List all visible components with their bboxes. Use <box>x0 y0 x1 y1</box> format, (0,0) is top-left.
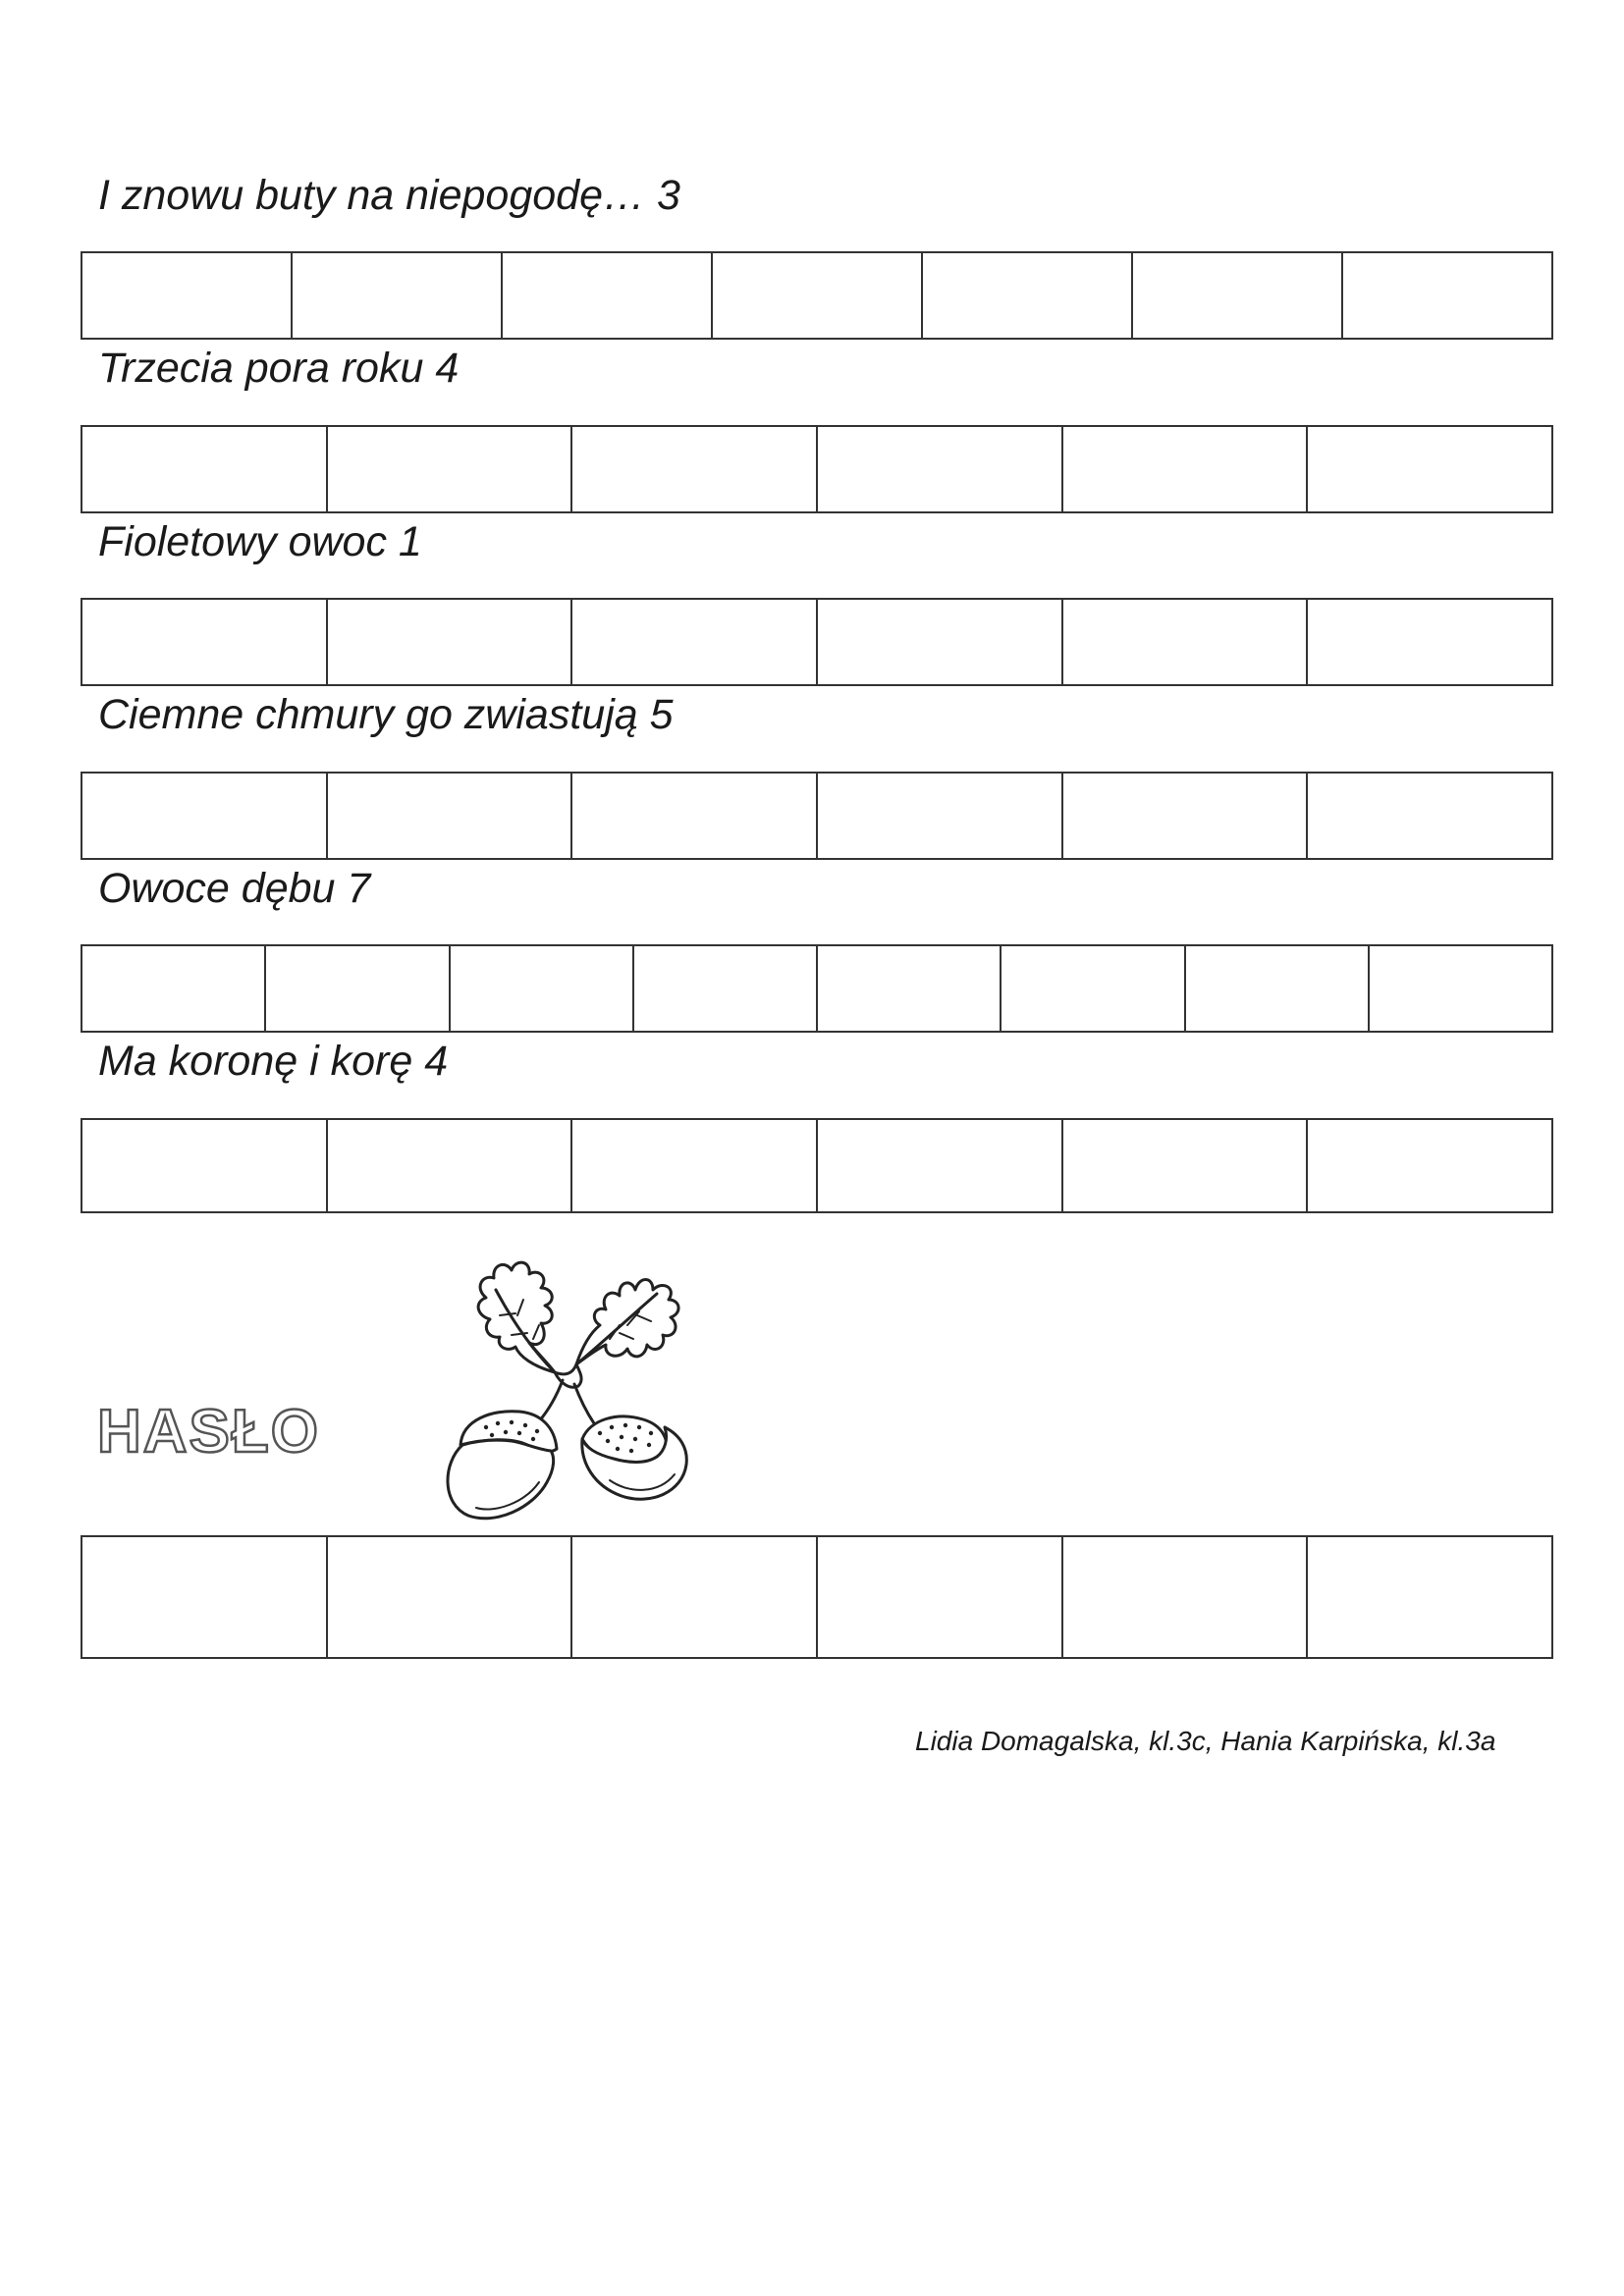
password-cell[interactable] <box>816 1537 1061 1657</box>
answer-cell[interactable] <box>1000 946 1183 1031</box>
clue-5-label: Owoce dębu 7 <box>98 865 371 912</box>
password-cell[interactable] <box>1306 1537 1551 1657</box>
answer-row-5 <box>81 944 1553 1033</box>
answer-cell[interactable] <box>816 946 1000 1031</box>
answer-cell[interactable] <box>501 253 711 338</box>
answer-cell[interactable] <box>1061 1120 1307 1211</box>
answer-cell[interactable] <box>1368 946 1551 1031</box>
answer-cell[interactable] <box>1306 427 1551 511</box>
answer-cell[interactable] <box>816 774 1061 858</box>
answer-cell[interactable] <box>632 946 816 1031</box>
answer-cell[interactable] <box>82 946 264 1031</box>
answer-cell[interactable] <box>326 1120 571 1211</box>
answer-cell[interactable] <box>816 600 1061 684</box>
answer-cell[interactable] <box>1184 946 1368 1031</box>
clue-2-label: Trzecia pora roku 4 <box>98 345 460 392</box>
answer-cell[interactable] <box>326 600 571 684</box>
answer-cell[interactable] <box>570 1120 816 1211</box>
answer-cell[interactable] <box>1306 1120 1551 1211</box>
answer-row-3 <box>81 598 1553 686</box>
answer-cell[interactable] <box>82 253 291 338</box>
answer-cell[interactable] <box>1061 774 1307 858</box>
answer-cell[interactable] <box>264 946 448 1031</box>
answer-cell[interactable] <box>816 427 1061 511</box>
password-label: HASŁO <box>97 1398 320 1466</box>
answer-cell[interactable] <box>570 600 816 684</box>
answer-cell[interactable] <box>82 774 326 858</box>
password-cell[interactable] <box>570 1537 816 1657</box>
answer-cell[interactable] <box>1131 253 1341 338</box>
author-credit: Lidia Domagalska, kl.3c, Hania Karpińska, kl.3a <box>915 1726 1496 1756</box>
answer-cell[interactable] <box>921 253 1131 338</box>
answer-cell[interactable] <box>82 427 326 511</box>
acorn-icon <box>417 1217 741 1531</box>
answer-cell[interactable] <box>82 600 326 684</box>
answer-cell[interactable] <box>570 774 816 858</box>
answer-row-6 <box>81 1118 1553 1213</box>
answer-cell[interactable] <box>1306 600 1551 684</box>
answer-cell[interactable] <box>449 946 632 1031</box>
answer-cell[interactable] <box>326 774 571 858</box>
clue-6-label: Ma koronę i korę 4 <box>98 1038 449 1085</box>
answer-cell[interactable] <box>326 427 571 511</box>
answer-row-1 <box>81 251 1553 340</box>
password-cell[interactable] <box>82 1537 326 1657</box>
answer-cell[interactable] <box>711 253 921 338</box>
password-cell[interactable] <box>1061 1537 1307 1657</box>
password-row <box>81 1535 1553 1659</box>
answer-cell[interactable] <box>816 1120 1061 1211</box>
clue-3-label: Fioletowy owoc 1 <box>98 518 422 565</box>
password-cell[interactable] <box>326 1537 571 1657</box>
clue-4-label: Ciemne chmury go zwiastują 5 <box>98 691 674 738</box>
answer-cell[interactable] <box>570 427 816 511</box>
answer-cell[interactable] <box>291 253 501 338</box>
answer-cell[interactable] <box>1061 427 1307 511</box>
answer-cell[interactable] <box>1061 600 1307 684</box>
clue-1-label: I znowu buty na niepogodę… 3 <box>98 172 680 219</box>
answer-cell[interactable] <box>82 1120 326 1211</box>
answer-row-4 <box>81 772 1553 860</box>
answer-cell[interactable] <box>1341 253 1551 338</box>
answer-row-2 <box>81 425 1553 513</box>
answer-cell[interactable] <box>1306 774 1551 858</box>
